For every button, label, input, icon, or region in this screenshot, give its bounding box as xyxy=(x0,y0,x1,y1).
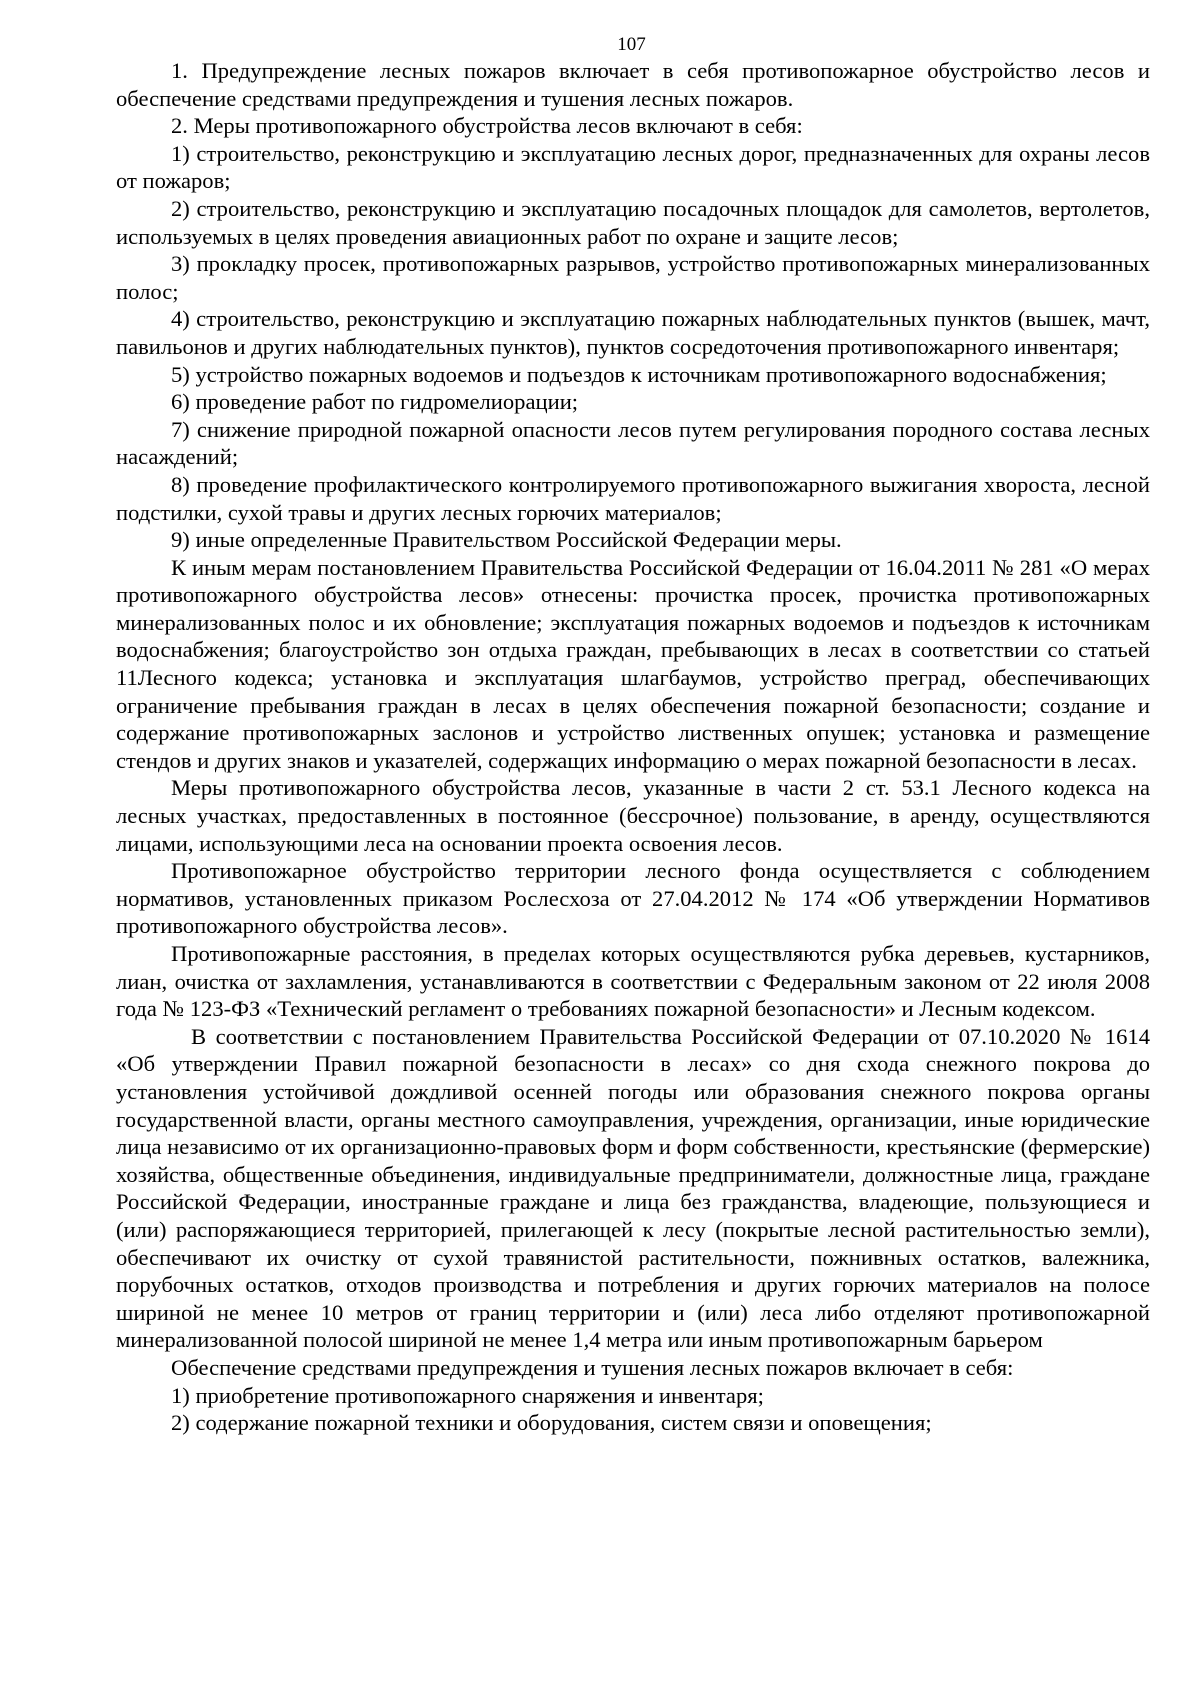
paragraph-resolution-1614: В соответствии с постановлением Правительства Российской Федерации от 07.10.2020 № 1614 «Об утверждении Правил пожарной безопасности в лесах» со дня схода снежного покрова до установления устойчивой дождливой осенней погоды или образования снежного покрова органы государственной власти, органы местного самоуправления, учреждения, организации, иные юридические лица независимо от их организационно-правовых форм и форм собственности, крестьянские (фермерские) хозяйства, общественные объединения, индивидуальные предприниматели, должностные лица, граждане Российской Федерации, иностранные граждане и лица без гражданства, владеющие, пользующиеся и (или) распоряжающиеся территорией, прилегающей к лесу (покрытые лесной растительностью земли), обеспечивают их очистку от сухой травянистой растительности, пожнивных остатков, валежника, порубочных остатков, отходов производства и потребления и других горючих материалов на полосе шириной не менее 10 метров от границ территории и (или) леса либо отделяют противопожарной минерализованной полосой шириной не менее 1,4 метра или иным противопожарным барьером xyxy=(116,1023,1150,1353)
document-body xyxy=(116,57,1150,1437)
list-item-fire-machinery: 2) содержание пожарной техники и оборудования, систем связи и оповещения; xyxy=(171,1410,932,1436)
paragraph-fire-prevention-intro: 1. Предупреждение лесных пожаров включает в себя противопожарное обустройство лесов и обеспечение средствами предупреждения и тушения лесных пожаров. xyxy=(116,58,1150,111)
paragraph-means-intro: Обеспечение средствами предупреждения и тушения лесных пожаров включает в себя: xyxy=(171,1354,1014,1380)
paragraph-resolution-281: К иным мерам постановлением Правительства Российской Федерации от 16.04.2011 № 281 «О мерах противопожарного обустройства лесов» отнесены: прочистка просек, прочистка противопожарных минерализованных полос и их обновление; эксплуатация пожарных водоемов и подъездов к источникам водоснабжения; благоустройство зон отдыха граждан, пребывающих в лесах в соответствии со статьей 11Лесного кодекса; установка и эксплуатация шлагбаумов, устройство преград, обеспечивающих ограничение пребывания граждан в лесах в целях обеспечения пожарной безопасности; создание и содержание противопожарных заслонов и устройство лиственных опушек; установка и размещение стендов и других знаков и указателей, содержащих информацию о мерах пожарной безопасности в лесах. xyxy=(116,554,1150,773)
paragraph-standards-174: Противопожарное обустройство территории лесного фонда осуществляется с соблюдением нормативов, установленных приказом Рослесхоза от 27.04.2012 № 174 «Об утверждении Нормативов противопожарного обустройства лесов». xyxy=(116,858,1150,939)
list-item-controlled-burning: 8) проведение профилактического контролируемого противопожарного выжигания хвороста, лесной подстилки, сухой травы и других лесных горючих материалов; xyxy=(116,471,1150,525)
paragraph-measures-intro: 2. Меры противопожарного обустройства лесов включают в себя: xyxy=(171,113,803,139)
page-number: 107 xyxy=(617,34,646,55)
list-item-landing-sites: 2) строительство, реконструкцию и эксплуатацию посадочных площадок для самолетов, вертолетов, используемых в целях проведения авиационных работ по охране и защите лесов; xyxy=(116,195,1150,249)
list-item-observation-points: 4) строительство, реконструкцию и эксплуатацию пожарных наблюдательных пунктов (вышек, мачт, павильонов и других наблюдательных пунктов), пунктов сосредоточения противопожарного инвентаря; xyxy=(116,306,1150,359)
list-item-forest-roads: 1) строительство, реконструкцию и эксплуатацию лесных дорог, предназначенных для охраны лесов от пожаров; xyxy=(116,140,1150,194)
paragraph-fire-distances: Противопожарные расстояния, в пределах которых осуществляются рубка деревьев, кустарников, лиан, очистка от захламления, устанавливаются в соответствии с Федеральным законом от 22 июля 2008 года № 123-ФЗ «Технический регламент о требованиях пожарной безопасности» и Лесным кодексом. xyxy=(116,941,1150,1022)
paragraph-leased-plots: Меры противопожарного обустройства лесов, указанные в части 2 ст. 53.1 Лесного кодекса на лесных участках, предоставленных в постоянное (бессрочное) пользование, в аренду, осуществляются лицами, использующими леса на основании проекта освоения лесов. xyxy=(116,775,1150,856)
list-item-water-reservoirs: 5) устройство пожарных водоемов и подъездов к источникам противопожарного водоснабжения; xyxy=(171,361,1107,387)
list-item-clearings: 3) прокладку просек, противопожарных разрывов, устройство противопожарных минерализованных полос; xyxy=(116,251,1150,304)
list-item-other-measures: 9) иные определенные Правительством Российской Федерации меры. xyxy=(171,527,842,553)
list-item-hydromelioration: 6) проведение работ по гидромелиорации; xyxy=(171,389,579,415)
list-item-equipment: 1) приобретение противопожарного снаряжения и инвентаря; xyxy=(171,1382,764,1408)
list-item-fire-hazard-reduction: 7) снижение природной пожарной опасности лесов путем регулирования породного состава лесных насаждений; xyxy=(116,416,1150,470)
